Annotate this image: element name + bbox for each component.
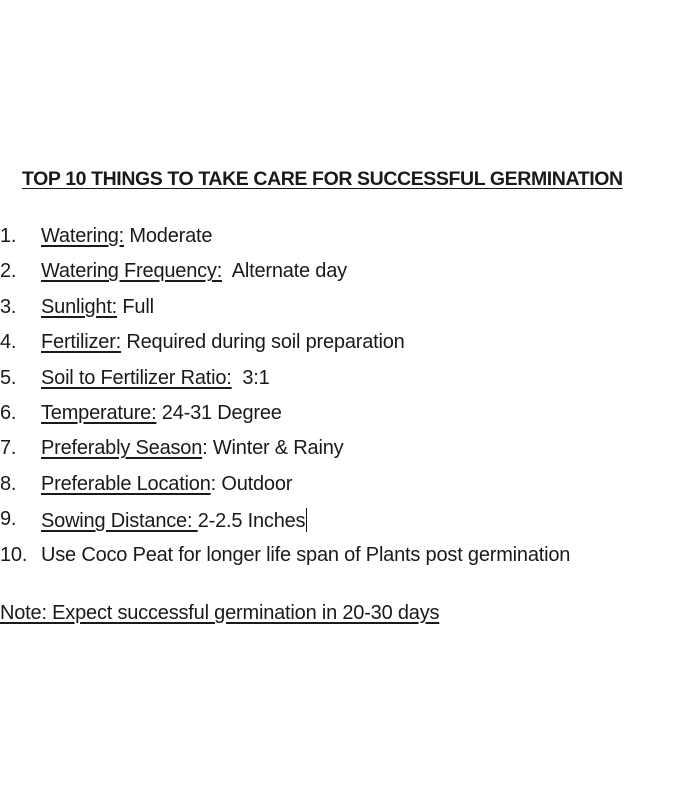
item-number: 7. (0, 437, 17, 460)
item-label: Preferably Season (41, 437, 203, 460)
item-number: 3. (0, 295, 17, 318)
item-value: : Winter & Rainy (202, 437, 344, 460)
item-number: 9. (0, 508, 17, 531)
item-value: Alternate day (222, 260, 347, 283)
item-value: 24-31 Degree (156, 401, 282, 424)
germination-note: Note: Expect successful germination in 20-30 days (0, 602, 440, 624)
item-label: Fertilizer: (41, 331, 122, 354)
item-label: Sowing Distance: (41, 510, 198, 533)
item-label: Soil to Fertilizer Ratio: (41, 366, 232, 389)
item-number: 4. (0, 331, 17, 354)
document-title: TOP 10 THINGS TO TAKE CARE FOR SUCCESSFUL GERMINATION (22, 168, 623, 190)
item-number: 5. (0, 366, 17, 389)
item-number: 10. (0, 543, 28, 566)
item-label: Watering: (41, 225, 125, 247)
item-label: Preferable Location (41, 472, 211, 495)
text-cursor (306, 508, 307, 532)
item-value: Moderate (124, 225, 213, 247)
item-value: 3:1 (231, 366, 270, 389)
item-label: Sunlight: (41, 295, 118, 318)
item-value: 2-2.5 Inches (197, 510, 306, 533)
item-value: : Outdoor (210, 472, 293, 495)
item-value: Required during soil preparation (121, 331, 405, 354)
item-value: Full (117, 295, 154, 318)
item-number: 6. (0, 401, 17, 424)
item-label: Temperature: (41, 401, 157, 424)
item-number: 2. (0, 260, 17, 283)
item-value: Use Coco Peat for longer life span of Plants post germination (41, 543, 571, 566)
item-number: 1. (0, 225, 17, 247)
item-label: Watering Frequency: (41, 260, 223, 283)
item-number: 8. (0, 472, 17, 495)
